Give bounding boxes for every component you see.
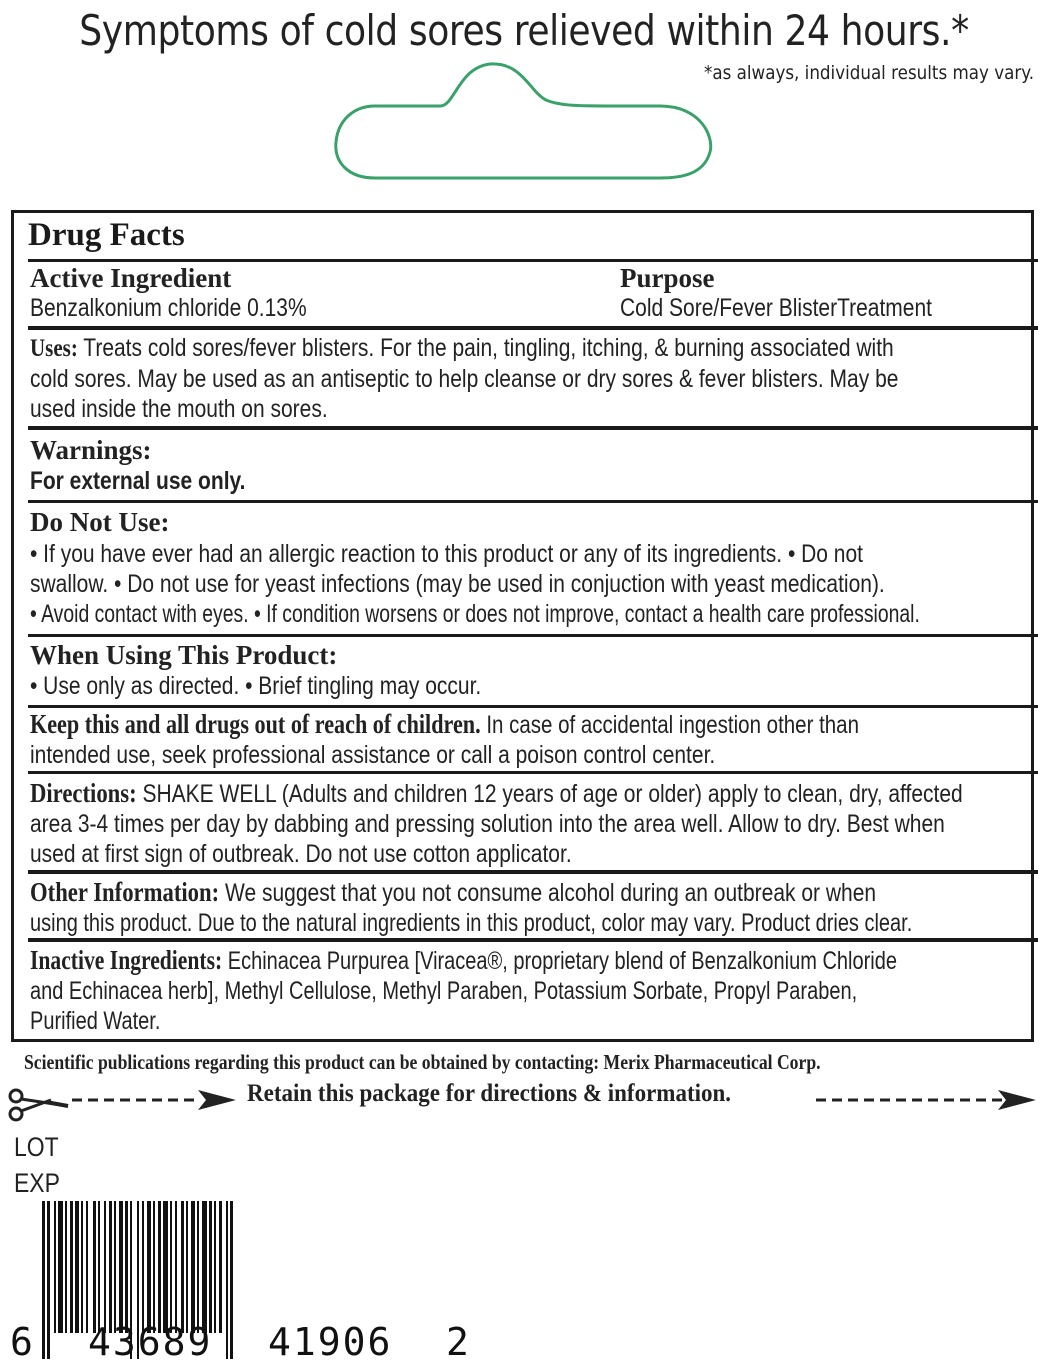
barcode-bar [42,1201,45,1359]
barcode-bar [47,1201,50,1359]
barcode-digit-last: 2 [446,1320,469,1364]
barcode-bar [170,1201,172,1333]
retain-line [0,1080,1048,1114]
active-ingredient: Benzalkonium chloride 0.13% [30,294,307,322]
divider [28,938,1038,942]
barcode-bar [98,1201,100,1333]
barcode-bar [93,1201,96,1333]
barcode-bar [58,1201,63,1333]
barcode-bar [114,1201,116,1333]
keep-out-heading: Keep this and all drugs out of reach of children. [30,709,481,739]
barcode-bar [158,1201,161,1333]
other-info-text: We suggest that you not consume alcohol during an outbreak or when [219,879,877,907]
divider [28,426,1038,430]
inactive-text: Echinacea Purpurea [Viracea®, proprietary blend of Benzalkonium Chloride [222,947,897,975]
barcode-bar [186,1201,188,1333]
barcode-bar [214,1201,216,1333]
warnings-heading: Warnings: [30,435,152,465]
do-not-use-text: • Avoid contact with eyes. • If condition worsens or does not improve, contact a health care professional. [30,600,920,628]
divider [28,326,1038,330]
drug-facts-title: Drug Facts [28,217,185,253]
barcode-bar [197,1201,199,1333]
keep-out-text: intended use, seek professional assistance or call a poison control center. [30,741,716,769]
hang-tab-icon [330,62,720,188]
barcode-icon [0,1195,480,1365]
barcode-bar [81,1201,83,1333]
do-not-use-section [30,539,1036,629]
directions-text: SHAKE WELL (Adults and children 12 years of age or older) apply to clean, dry, affected [136,780,963,808]
uses-text: used inside the mouth on sores. [30,395,328,423]
barcode-bar [181,1201,184,1333]
barcode-bar [175,1201,177,1333]
purpose: Cold Sore/Fever BlisterTreatment [620,294,933,322]
directions-text: used at first sign of outbreak. Do not use cotton applicator. [30,840,572,868]
barcode-bar [70,1201,73,1333]
do-not-use-text: • If you have ever had an allergic reaction to this product or any of its ingredients. • Do not [30,540,864,568]
inactive-section [30,945,1036,1036]
barcode-bar [163,1201,168,1333]
barcode-bar [104,1201,106,1333]
lot-label: LOT [14,1132,59,1162]
when-using-heading: When Using This Product: [30,640,338,670]
barcode-bar [86,1201,88,1333]
do-not-use-text: swallow. • Do not use for yeast infections (may be used in conjuction with yeast medication). [30,570,885,598]
divider [28,259,1038,262]
dashed-arrow-left [72,1088,238,1112]
barcode-bar [75,1201,79,1333]
disclaimer: *as always, individual results may vary. [703,62,1034,84]
barcode-bar [202,1201,207,1333]
active-ingredient-heading: Active Ingredient [30,263,232,293]
exp-label: EXP [14,1168,60,1198]
barcode-bar [65,1201,67,1333]
barcode-digit-first: 6 [10,1320,33,1364]
directions-section [30,778,1036,869]
keep-out-section [30,709,1036,770]
other-info-text: using this product. Due to the natural ingredients in this product, color may vary. Product dries clear. [30,909,913,937]
barcode-bar [230,1201,233,1359]
divider [28,870,1038,874]
barcode-bar [125,1201,128,1333]
barcode-bar [153,1201,155,1333]
barcode-bar [191,1201,195,1333]
uses-text: cold sores. May be used as an antiseptic to help cleanse or dry sores & fever blisters. May be [30,365,899,393]
external-use-warning: For external use only. [30,467,246,495]
scissors-icon [6,1084,76,1124]
do-not-use-heading: Do Not Use: [30,507,170,537]
headline: Symptoms of cold sores relieved within 24 hours.* [79,6,969,55]
barcode-digits-left: 43689 [88,1320,213,1364]
barcode-bar [142,1201,144,1333]
barcode-bar [119,1201,123,1333]
divider [28,771,1038,774]
barcode-bar [109,1201,112,1333]
directions-text: area 3-4 times per day by dabbing and pressing solution into the area well. Allow to dry. Best when [30,810,945,838]
retain-text: Retain this package for directions & information. [247,1080,732,1107]
barcode-bar [219,1201,222,1333]
barcode-bar [147,1201,151,1333]
directions-heading: Directions: [30,778,137,808]
inactive-heading: Inactive Ingredients: [30,945,223,975]
barcode-bar [54,1201,56,1333]
divider [28,500,1038,503]
drug-facts-panel [11,210,1034,1042]
barcode-bar [209,1201,212,1333]
uses-section [30,333,1036,424]
keep-out-text: In case of accidental ingestion other than [480,711,859,739]
when-using-text: • Use only as directed. • Brief tingling may occur. [30,672,482,700]
divider [28,705,1038,708]
other-info-section [30,877,1036,938]
barcode-bar [226,1201,228,1359]
divider [28,634,1038,637]
inactive-text: and Echinacea herb], Methyl Cellulose, Methyl Paraben, Potassium Sorbate, Propyl Paraben, [30,977,858,1005]
other-info-heading: Other Information: [30,877,220,907]
barcode-digits-right: 41906 [268,1320,393,1364]
uses-text: Treats cold sores/fever blisters. For the pain, tingling, itching, & burning associated with [77,334,894,362]
purpose-heading: Purpose [620,263,715,293]
uses-heading: Uses: [30,335,78,362]
inactive-text: Purified Water. [30,1007,161,1035]
dashed-arrow-right [816,1088,1038,1112]
scientific-publications-note: Scientific publications regarding this product can be obtained by contacting: Merix Pharmaceutical Corp. [24,1050,821,1074]
